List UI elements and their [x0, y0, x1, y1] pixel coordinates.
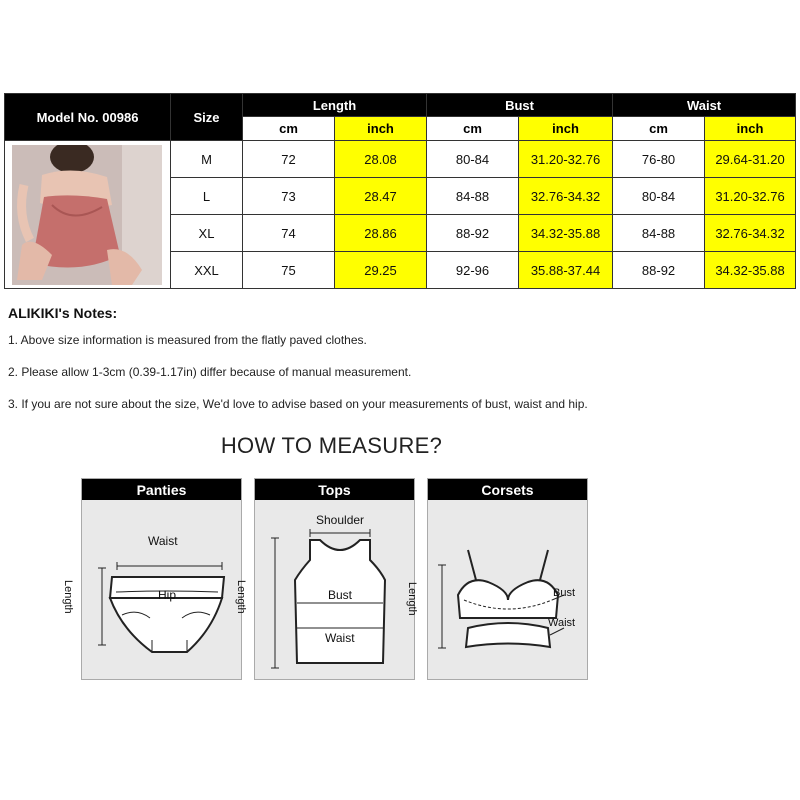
size-cell: XXL — [171, 252, 243, 289]
how-to-measure-title: HOW TO MEASURE? — [220, 433, 443, 458]
waist-inch-cell: 34.32-35.88 — [705, 252, 796, 289]
length-header: Length — [243, 94, 427, 117]
length-inch-cell: 28.86 — [335, 215, 427, 252]
tops-measure-card — [235, 478, 415, 680]
size-chart-table — [4, 93, 796, 289]
card-title: Corsets — [428, 479, 587, 500]
waist-inch-cell: 31.20-32.76 — [705, 178, 796, 215]
waist-label: Waist — [325, 631, 355, 645]
waist-inch-header: inch — [705, 117, 796, 141]
bust-cm-header: cm — [427, 117, 519, 141]
size-header: Size — [171, 94, 243, 141]
length-cm-header: cm — [243, 117, 335, 141]
bust-label: Bust — [553, 587, 576, 599]
model-number-header: Model No. 00986 — [5, 94, 171, 141]
shoulder-label: Shoulder — [316, 513, 365, 527]
corsets-measure-card — [406, 478, 588, 680]
waist-cm-cell: 76-80 — [613, 141, 705, 178]
bust-inch-cell: 34.32-35.88 — [519, 215, 613, 252]
length-label: Length — [235, 580, 247, 614]
bust-header: Bust — [427, 94, 613, 117]
notes-title: ALIKIKI's Notes: — [8, 305, 118, 321]
card-title: Panties — [82, 479, 241, 500]
length-inch-header: inch — [335, 117, 427, 141]
length-inch-cell: 29.25 — [335, 252, 427, 289]
product-photo-cell — [5, 141, 171, 289]
waist-cm-cell: 80-84 — [613, 178, 705, 215]
panties-measure-card — [62, 478, 242, 680]
note-item: 3. If you are not sure about the size, We'd love to advise based on your measurements of bust, waist and hip. — [8, 397, 588, 411]
waist-inch-cell: 29.64-31.20 — [705, 141, 796, 178]
bust-inch-cell: 31.20-32.76 — [519, 141, 613, 178]
waist-header: Waist — [613, 94, 796, 117]
length-label: Length — [62, 580, 74, 614]
bust-label: Bust — [328, 588, 353, 602]
waist-cm-header: cm — [613, 117, 705, 141]
bust-inch-cell: 32.76-34.32 — [519, 178, 613, 215]
length-cm-cell: 75 — [243, 252, 335, 289]
note-item: 1. Above size information is measured from the flatly paved clothes. — [8, 333, 367, 347]
card-title: Tops — [255, 479, 414, 500]
waist-label: Waist — [148, 534, 178, 548]
waist-inch-cell: 32.76-34.32 — [705, 215, 796, 252]
size-cell: L — [171, 178, 243, 215]
note-item: 2. Please allow 1-3cm (0.39-1.17in) differ because of manual measurement. — [8, 365, 412, 379]
hip-label: Hip — [158, 588, 177, 602]
waist-label: Waist — [548, 617, 576, 629]
length-cm-cell: 72 — [243, 141, 335, 178]
length-inch-cell: 28.08 — [335, 141, 427, 178]
bust-cm-cell: 88-92 — [427, 215, 519, 252]
length-cm-cell: 74 — [243, 215, 335, 252]
waist-cm-cell: 84-88 — [613, 215, 705, 252]
length-cm-cell: 73 — [243, 178, 335, 215]
table-row — [5, 141, 796, 178]
bust-cm-cell: 80-84 — [427, 141, 519, 178]
bust-cm-cell: 92-96 — [427, 252, 519, 289]
bust-inch-header: inch — [519, 117, 613, 141]
size-cell: M — [171, 141, 243, 178]
bust-cm-cell: 84-88 — [427, 178, 519, 215]
bust-inch-cell: 35.88-37.44 — [519, 252, 613, 289]
length-inch-cell: 28.47 — [335, 178, 427, 215]
length-label: Length — [406, 582, 418, 616]
size-cell: XL — [171, 215, 243, 252]
waist-cm-cell: 88-92 — [613, 252, 705, 289]
product-photo — [12, 145, 162, 285]
